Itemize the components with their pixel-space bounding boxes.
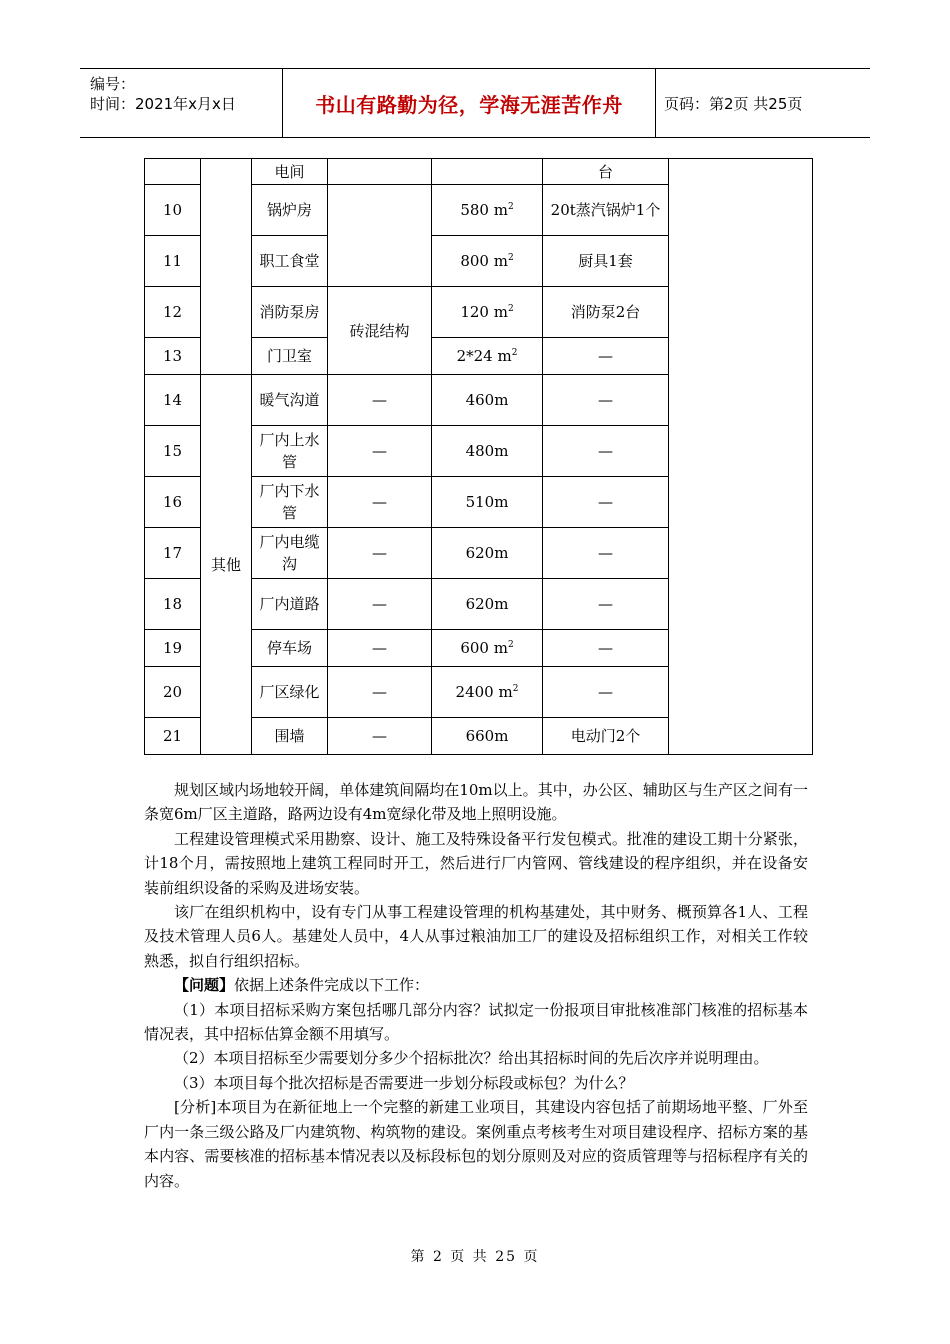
area-value: 120 m [460,303,508,321]
row-number: 16 [145,477,201,528]
sq-sup: 2 [507,640,514,650]
structure-cell: — [328,375,432,426]
category-cell-other: 其他 [201,375,252,755]
equipment-cell: 电动门2个 [543,718,669,755]
sq-sup: 2 [507,253,514,263]
area-value: 2400 m [455,683,513,701]
equipment-cell: 消防泵2台 [543,287,669,338]
equipment-cell: 台 [543,159,669,185]
area-cell: 460m [432,375,543,426]
row-number: 13 [145,338,201,375]
header-meta [80,69,280,137]
equipment-cell: — [543,528,669,579]
question-intro: 依据上述条件完成以下工作： [234,976,430,995]
facility-name: 停车场 [252,630,328,667]
facility-name: 厂区绿化 [252,667,328,718]
category-cell [201,159,252,375]
facility-name: 厂内道路 [252,579,328,630]
area-cell [432,667,543,718]
equipment-cell: — [543,630,669,667]
facility-name: 门卫室 [252,338,328,375]
row-number: 12 [145,287,201,338]
area-value: 600 m [460,639,508,657]
body-text [144,778,808,1193]
structure-cell: — [328,579,432,630]
equipment-cell: — [543,667,669,718]
area-cell: 660m [432,718,543,755]
facility-name: 电间 [252,159,328,185]
row-number: 11 [145,236,201,287]
row-number: 21 [145,718,201,755]
row-number: 15 [145,426,201,477]
area-cell [432,236,543,287]
area-cell [432,159,543,185]
structure-cell: — [328,426,432,477]
area-value: 580 m [460,201,508,219]
row-number: 20 [145,667,201,718]
area-cell [432,185,543,236]
structure-cell: — [328,528,432,579]
table-row [145,159,813,185]
sq-sup: 2 [511,348,518,358]
area-cell: 620m [432,579,543,630]
row-number: 19 [145,630,201,667]
facility-name: 职工食堂 [252,236,328,287]
area-cell: 480m [432,426,543,477]
structure-cell: — [328,630,432,667]
facility-name: 厂内下水管 [252,477,328,528]
facility-name: 围墙 [252,718,328,755]
equipment-cell: — [543,477,669,528]
paragraph-management-mode: 工程建设管理模式采用勘察、设计、施工及特殊设备平行发包模式。批准的建设工期十分紧张，计18个月，需按照地上建筑工程同时开工，然后进行厂内管网、管线建设的程序组织，并在设备安装前组织设备的采购及进场安装。 [144,829,808,897]
row-number: 14 [145,375,201,426]
paragraph-organization: 该厂在组织机构中，设有专门从事工程建设管理的机构基建处，其中财务、概预算各1人、工程及技术管理人员6人。基建处人员中，4人从事过粮油加工厂的建设及招标组织工作，对相关工作较熟悉，拟自行组织招标。 [144,903,808,970]
structure-cell [328,185,432,287]
facility-name: 暖气沟道 [252,375,328,426]
page-footer: 第 2 页 共 25 页 [410,1249,540,1265]
question-label: 【问题】 [174,976,235,995]
structure-cell-brick: 砖混结构 [328,287,432,375]
facility-name: 消防泵房 [252,287,328,338]
area-cell: 510m [432,477,543,528]
equipment-cell: 20t蒸汽锅炉1个 [543,185,669,236]
analysis-paragraph: [分析]本项目为在新征地上一个完整的新建工业项目，其建设内容包括了前期场地平整、厂外至厂内一条三级公路及厂内建筑物、构筑物的建设。案例重点考核考生对项目建设程序、招标方案的基本内容、需要核准的招标基本情况表以及标段标包的划分原则及对应的资质管理等与招标程序有关的内容。 [144,1098,808,1190]
question-1: （1）本项目招标采购方案包括哪几部分内容？试拟定一份报项目审批核准部门核准的招标基本情况表，其中招标估算金额不用填写。 [144,1000,808,1044]
structure-cell: — [328,667,432,718]
question-heading [144,973,808,997]
area-value: 800 m [460,252,508,270]
motto: 书山有路勤为径，学海无涯苦作舟 [282,69,656,137]
facility-name: 厂内电缆沟 [252,528,328,579]
paragraph-site: 规划区域内场地较开阔，单体建筑间隔均在10m以上。其中，办公区、辅助区与生产区之间有一条宽6m厂区主道路，路两边设有4m宽绿化带及地上照明设施。 [144,781,808,824]
row-number [145,159,201,185]
structure-cell: — [328,718,432,755]
sq-sup: 2 [512,684,519,694]
equipment-cell: 厨具1套 [543,236,669,287]
row-number: 18 [145,579,201,630]
equipment-cell: — [543,338,669,375]
area-cell [432,630,543,667]
structure-cell: — [328,477,432,528]
page-label: 页码：第2页 共25页 [664,95,803,113]
time-label: 时间：2021年x月x日 [90,95,236,113]
facility-name: 厂内上水管 [252,426,328,477]
number-label: 编号： [90,75,136,93]
equipment-cell: — [543,579,669,630]
sq-sup: 2 [507,202,514,212]
area-cell [432,338,543,375]
row-number: 10 [145,185,201,236]
equipment-cell: — [543,375,669,426]
area-cell [432,287,543,338]
question-3: （3）本项目每个批次招标是否需要进一步划分标段或标包？为什么？ [174,1073,634,1092]
area-value: 2*24 m [456,347,512,365]
question-2: （2）本项目招标至少需要划分多少个招标批次？给出其招标时间的先后次序并说明理由。 [174,1049,769,1068]
structure-cell [328,159,432,185]
sq-sup: 2 [507,304,514,314]
row-number: 17 [145,528,201,579]
facilities-table [144,158,813,755]
area-cell: 620m [432,528,543,579]
page-header [80,68,870,138]
notes-cell [669,159,813,755]
equipment-cell: — [543,426,669,477]
facility-name: 锅炉房 [252,185,328,236]
